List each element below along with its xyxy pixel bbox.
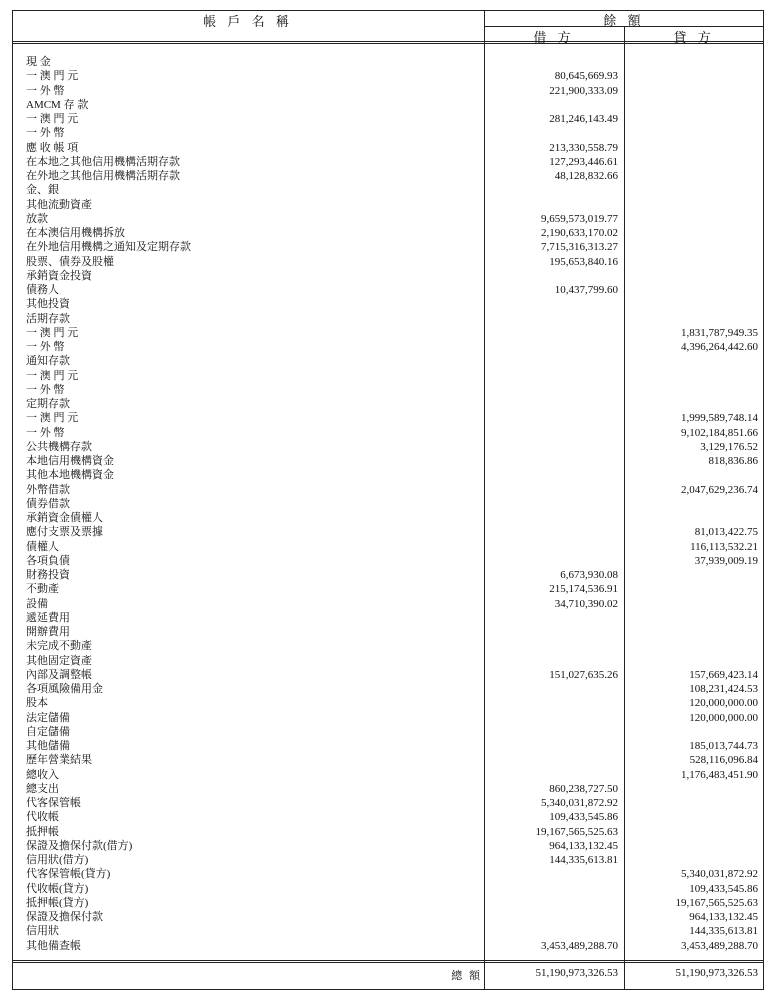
table-row bbox=[0, 384, 774, 397]
debit-value: 6,673,930.08 bbox=[560, 569, 618, 581]
debit-value: 7,715,316,313.27 bbox=[541, 241, 618, 254]
table-row bbox=[0, 412, 774, 425]
header-balance: 餘 額 bbox=[603, 13, 645, 28]
table-row bbox=[0, 370, 774, 383]
account-name: 其他投資 bbox=[26, 298, 70, 311]
account-name: 保證及擔保付款 bbox=[26, 911, 103, 923]
table-row bbox=[0, 184, 774, 197]
debit-value: 215,174,536.91 bbox=[549, 583, 618, 596]
table-row bbox=[0, 797, 774, 810]
credit-value: 120,000,000.00 bbox=[689, 711, 758, 724]
account-name: 在外地之其他信用機構活期存款 bbox=[26, 170, 180, 182]
credit-value: 528,116,096.84 bbox=[689, 754, 758, 767]
table-row bbox=[0, 455, 774, 468]
account-name: 在本地之其他信用機構活期存款 bbox=[26, 155, 180, 168]
account-name: 總收入 bbox=[26, 768, 59, 781]
account-name: 信用狀 bbox=[26, 925, 59, 938]
account-name: 總支出 bbox=[26, 782, 59, 795]
table-row bbox=[0, 526, 774, 539]
account-name: 其他固定資產 bbox=[26, 654, 92, 667]
account-name: 承銷資金投資 bbox=[26, 269, 92, 282]
table-row bbox=[0, 85, 774, 98]
debit-value: 195,653,840.16 bbox=[549, 255, 618, 268]
table-row bbox=[0, 512, 774, 525]
table-row bbox=[0, 241, 774, 254]
account-name: 一 外 幣 bbox=[26, 127, 65, 140]
account-name: 其他本地機構資金 bbox=[26, 469, 114, 482]
table-row bbox=[0, 355, 774, 368]
account-name: 現 金 bbox=[26, 56, 51, 68]
credit-value: 120,000,000.00 bbox=[689, 697, 758, 710]
table-row bbox=[0, 740, 774, 753]
account-name: 一 澳 門 元 bbox=[26, 113, 79, 125]
table-row bbox=[0, 583, 774, 596]
account-name: 應付支票及票據 bbox=[26, 526, 103, 539]
table-row bbox=[0, 754, 774, 767]
table-row bbox=[0, 712, 774, 725]
credit-value: 964,133,132.45 bbox=[689, 911, 758, 923]
debit-value: 144,335,613.81 bbox=[549, 854, 618, 866]
debit-value: 34,710,390.02 bbox=[554, 597, 618, 610]
account-name: 歷年營業結果 bbox=[26, 754, 92, 767]
account-name: 其他流動資產 bbox=[26, 198, 92, 211]
debit-value: 151,027,635.26 bbox=[549, 668, 618, 681]
frame-bottom-border bbox=[12, 989, 764, 990]
account-name: 活期存款 bbox=[26, 312, 70, 325]
account-name: 法定儲備 bbox=[26, 711, 70, 724]
credit-value: 5,340,031,872.92 bbox=[681, 868, 758, 881]
credit-value: 109,433,545.86 bbox=[689, 882, 758, 895]
account-name: 其他儲備 bbox=[26, 740, 70, 752]
account-name: 一 澳 門 元 bbox=[26, 70, 79, 83]
account-name: 一 澳 門 元 bbox=[26, 326, 79, 339]
header-account-name: 帳 戶 名 稱 bbox=[203, 14, 293, 29]
credit-value: 1,831,787,949.35 bbox=[681, 326, 758, 339]
account-name: 代收帳 bbox=[26, 811, 59, 824]
account-name: 債券借款 bbox=[26, 497, 70, 510]
account-name: 一 澳 門 元 bbox=[26, 369, 79, 382]
debit-value: 10,437,799.60 bbox=[554, 284, 618, 296]
account-name: 遞延費用 bbox=[26, 611, 70, 624]
table-row bbox=[0, 840, 774, 853]
table-row bbox=[0, 683, 774, 696]
table-row bbox=[0, 256, 774, 269]
account-name: 一 外 幣 bbox=[26, 341, 65, 353]
table-row bbox=[0, 854, 774, 867]
table-row bbox=[0, 70, 774, 83]
account-name: 通知存款 bbox=[26, 355, 70, 368]
credit-value: 185,013,744.73 bbox=[689, 740, 758, 752]
debit-value: 2,190,633,170.02 bbox=[541, 227, 618, 239]
table-row bbox=[0, 626, 774, 639]
table-row bbox=[0, 199, 774, 212]
debit-value: 48,128,832.66 bbox=[554, 170, 618, 182]
account-name: 各項負債 bbox=[26, 554, 70, 567]
account-name: 一 外 幣 bbox=[26, 383, 65, 396]
credit-value: 3,453,489,288.70 bbox=[681, 939, 758, 952]
table-row bbox=[0, 598, 774, 611]
table-row bbox=[0, 826, 774, 839]
debit-value: 964,133,132.45 bbox=[549, 839, 618, 852]
table-row bbox=[0, 612, 774, 625]
table-row bbox=[0, 56, 774, 69]
table-row bbox=[0, 170, 774, 183]
account-name: 股本 bbox=[26, 697, 48, 710]
account-name: 應 收 帳 項 bbox=[26, 141, 79, 154]
table-row bbox=[0, 883, 774, 896]
credit-value: 3,129,176.52 bbox=[700, 440, 758, 453]
table-row bbox=[0, 213, 774, 226]
account-name: 一 外 幣 bbox=[26, 426, 65, 439]
account-name: 承銷資金債權人 bbox=[26, 512, 103, 524]
debit-value: 127,293,446.61 bbox=[549, 155, 618, 168]
account-name: 代客保管帳(貸方) bbox=[26, 868, 111, 881]
account-name: 未完成不動產 bbox=[26, 640, 92, 653]
debit-value: 860,238,727.50 bbox=[549, 782, 618, 795]
account-name: 本地信用機構資金 bbox=[26, 455, 114, 467]
debit-value: 80,645,669.93 bbox=[554, 70, 618, 83]
account-name: AMCM 存 款 bbox=[26, 98, 89, 111]
debit-value: 281,246,143.49 bbox=[549, 113, 618, 125]
table-row bbox=[0, 127, 774, 140]
account-name: 代收帳(貸方) bbox=[26, 882, 89, 895]
account-name: 開辦費用 bbox=[26, 626, 70, 638]
table-row bbox=[0, 811, 774, 824]
table-row bbox=[0, 327, 774, 340]
table-row bbox=[0, 726, 774, 739]
debit-value: 221,900,333.09 bbox=[549, 84, 618, 97]
debit-value: 213,330,558.79 bbox=[549, 141, 618, 154]
account-name: 在本澳信用機構拆放 bbox=[26, 227, 125, 239]
total-top-rule bbox=[12, 960, 764, 961]
table-row bbox=[0, 484, 774, 497]
credit-value: 37,939,009.19 bbox=[694, 554, 758, 567]
account-name: 抵押帳 bbox=[26, 825, 59, 838]
account-name: 金、銀 bbox=[26, 184, 59, 197]
table-row bbox=[0, 783, 774, 796]
account-name: 債權人 bbox=[26, 540, 59, 553]
table-row bbox=[0, 469, 774, 482]
credit-value: 81,013,422.75 bbox=[694, 526, 758, 539]
account-name: 其他備查帳 bbox=[26, 939, 81, 952]
account-name: 定期存款 bbox=[26, 398, 70, 410]
account-name: 保證及擔保付款(借方) bbox=[26, 839, 133, 852]
debit-value: 19,167,565,525.63 bbox=[535, 825, 618, 838]
account-name: 股票、債券及股權 bbox=[26, 255, 114, 268]
table-row bbox=[0, 270, 774, 283]
credit-value: 4,396,264,442.60 bbox=[681, 341, 758, 353]
total-credit: 51,190,973,326.53 bbox=[675, 967, 758, 979]
account-name: 自定儲備 bbox=[26, 725, 70, 738]
account-name: 代客保管帳 bbox=[26, 797, 81, 809]
account-name: 一 澳 門 元 bbox=[26, 412, 79, 425]
table-row bbox=[0, 911, 774, 924]
table-row bbox=[0, 897, 774, 910]
table-row bbox=[0, 868, 774, 881]
account-name: 信用狀(借方) bbox=[26, 854, 89, 866]
header-debit: 借 方 bbox=[533, 30, 575, 45]
table-row bbox=[0, 156, 774, 169]
table-row bbox=[0, 697, 774, 710]
table-row bbox=[0, 113, 774, 126]
table-row bbox=[0, 925, 774, 938]
credit-value: 1,999,589,748.14 bbox=[681, 412, 758, 425]
table-row bbox=[0, 313, 774, 326]
debit-value: 3,453,489,288.70 bbox=[541, 939, 618, 952]
table-row bbox=[0, 555, 774, 568]
debit-value: 9,659,573,019.77 bbox=[541, 212, 618, 225]
debit-value: 109,433,545.86 bbox=[549, 811, 618, 824]
table-row bbox=[0, 940, 774, 953]
account-name: 財務投資 bbox=[26, 569, 70, 581]
table-row bbox=[0, 541, 774, 554]
account-name: 抵押帳(貸方) bbox=[26, 896, 89, 909]
table-row bbox=[0, 441, 774, 454]
account-name: 內部及調整帳 bbox=[26, 668, 92, 681]
account-name: 設備 bbox=[26, 597, 48, 610]
credit-value: 1,176,483,451.90 bbox=[681, 768, 758, 781]
account-name: 放款 bbox=[26, 212, 48, 225]
credit-value: 9,102,184,851.66 bbox=[681, 426, 758, 439]
table-row bbox=[0, 142, 774, 155]
table-row bbox=[0, 498, 774, 511]
account-name: 外幣借款 bbox=[26, 483, 70, 496]
credit-value: 2,047,629,236.74 bbox=[681, 483, 758, 496]
table-row bbox=[0, 284, 774, 297]
table-row bbox=[0, 769, 774, 782]
credit-value: 108,231,424.53 bbox=[689, 683, 758, 695]
table-row bbox=[0, 669, 774, 682]
account-name: 公共機構存款 bbox=[26, 440, 92, 453]
total-label: 總 額 bbox=[451, 970, 482, 982]
debit-value: 5,340,031,872.92 bbox=[541, 797, 618, 809]
account-name: 各項風險備用金 bbox=[26, 683, 103, 695]
account-name: 不動產 bbox=[26, 583, 59, 596]
total-debit: 51,190,973,326.53 bbox=[535, 967, 618, 979]
table-row bbox=[0, 640, 774, 653]
table-row bbox=[0, 341, 774, 354]
credit-value: 818,836.86 bbox=[708, 455, 758, 467]
account-name: 在外地信用機構之通知及定期存款 bbox=[26, 241, 191, 254]
table-row bbox=[0, 569, 774, 582]
table-row bbox=[0, 99, 774, 112]
total-top-rule-2 bbox=[12, 962, 764, 963]
account-name: 債務人 bbox=[26, 284, 59, 296]
table-row bbox=[0, 398, 774, 411]
table-row bbox=[0, 427, 774, 440]
header-credit: 貸 方 bbox=[673, 30, 715, 45]
table-row bbox=[0, 227, 774, 240]
table-row bbox=[0, 655, 774, 668]
table-row bbox=[0, 298, 774, 311]
credit-value: 116,113,532.21 bbox=[690, 540, 758, 553]
credit-value: 19,167,565,525.63 bbox=[675, 896, 758, 909]
credit-value: 157,669,423.14 bbox=[689, 668, 758, 681]
account-name: 一 外 幣 bbox=[26, 84, 65, 97]
credit-value: 144,335,613.81 bbox=[689, 925, 758, 938]
